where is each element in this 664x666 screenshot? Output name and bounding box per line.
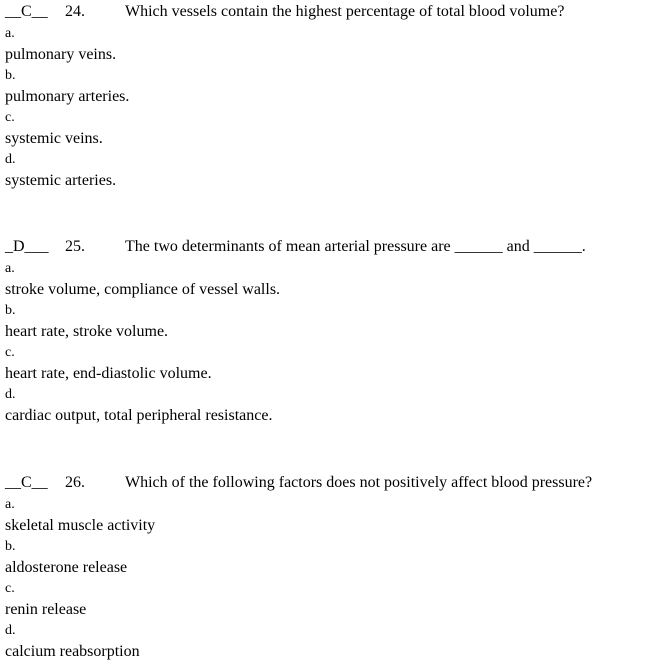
choice-list — [5, 493, 664, 662]
question-24 — [5, 2, 664, 191]
choice-letter-b: b. — [5, 68, 16, 83]
choice-text-a: skeletal muscle activity — [5, 517, 156, 534]
question-number: 25. — [65, 238, 85, 255]
choice-text-d: calcium reabsorption — [5, 643, 140, 660]
choice-letter-c: c. — [5, 345, 15, 360]
choice-text-a: stroke volume, compliance of vessel walls. — [5, 281, 281, 298]
choice-text-a: pulmonary veins. — [5, 46, 117, 63]
answer-blank: __C__ — [5, 474, 48, 491]
choice-text-d: systemic arteries. — [5, 172, 117, 189]
question-stem: The two determinants of mean arterial pressure are ______ and ______. — [125, 238, 586, 255]
choice-text-b: aldosterone release — [5, 559, 128, 576]
choice-text-b: heart rate, stroke volume. — [5, 323, 169, 340]
choice-letter-b: b. — [5, 539, 16, 554]
choice-letter-d: d. — [5, 623, 16, 638]
choice-letter-d: d. — [5, 387, 16, 402]
question-line — [5, 237, 664, 257]
question-stem: Which vessels contain the highest percentage of total blood volume? — [125, 3, 565, 20]
question-stem: Which of the following factors does not positively affect blood pressure? — [125, 474, 593, 491]
question-number: 26. — [65, 474, 85, 491]
choice-letter-c: c. — [5, 581, 15, 596]
choice-list — [5, 22, 664, 191]
choice-text-c: renin release — [5, 601, 87, 618]
choice-list — [5, 257, 664, 426]
choice-letter-c: c. — [5, 110, 15, 125]
choice-letter-a: a. — [5, 26, 15, 41]
question-26 — [5, 473, 664, 662]
choice-text-b: pulmonary arteries. — [5, 88, 130, 105]
answer-blank: __C__ — [5, 3, 48, 20]
choice-letter-b: b. — [5, 303, 16, 318]
answer-blank: _D___ — [5, 238, 49, 255]
choice-letter-a: a. — [5, 497, 15, 512]
question-line — [5, 2, 664, 22]
choice-letter-d: d. — [5, 152, 16, 167]
choice-text-c: heart rate, end-diastolic volume. — [5, 365, 212, 382]
question-25 — [5, 237, 664, 426]
choice-letter-a: a. — [5, 261, 15, 276]
choice-text-c: systemic veins. — [5, 130, 103, 147]
question-number: 24. — [65, 3, 85, 20]
choice-text-d: cardiac output, total peripheral resistance. — [5, 407, 273, 424]
question-line — [5, 473, 664, 493]
